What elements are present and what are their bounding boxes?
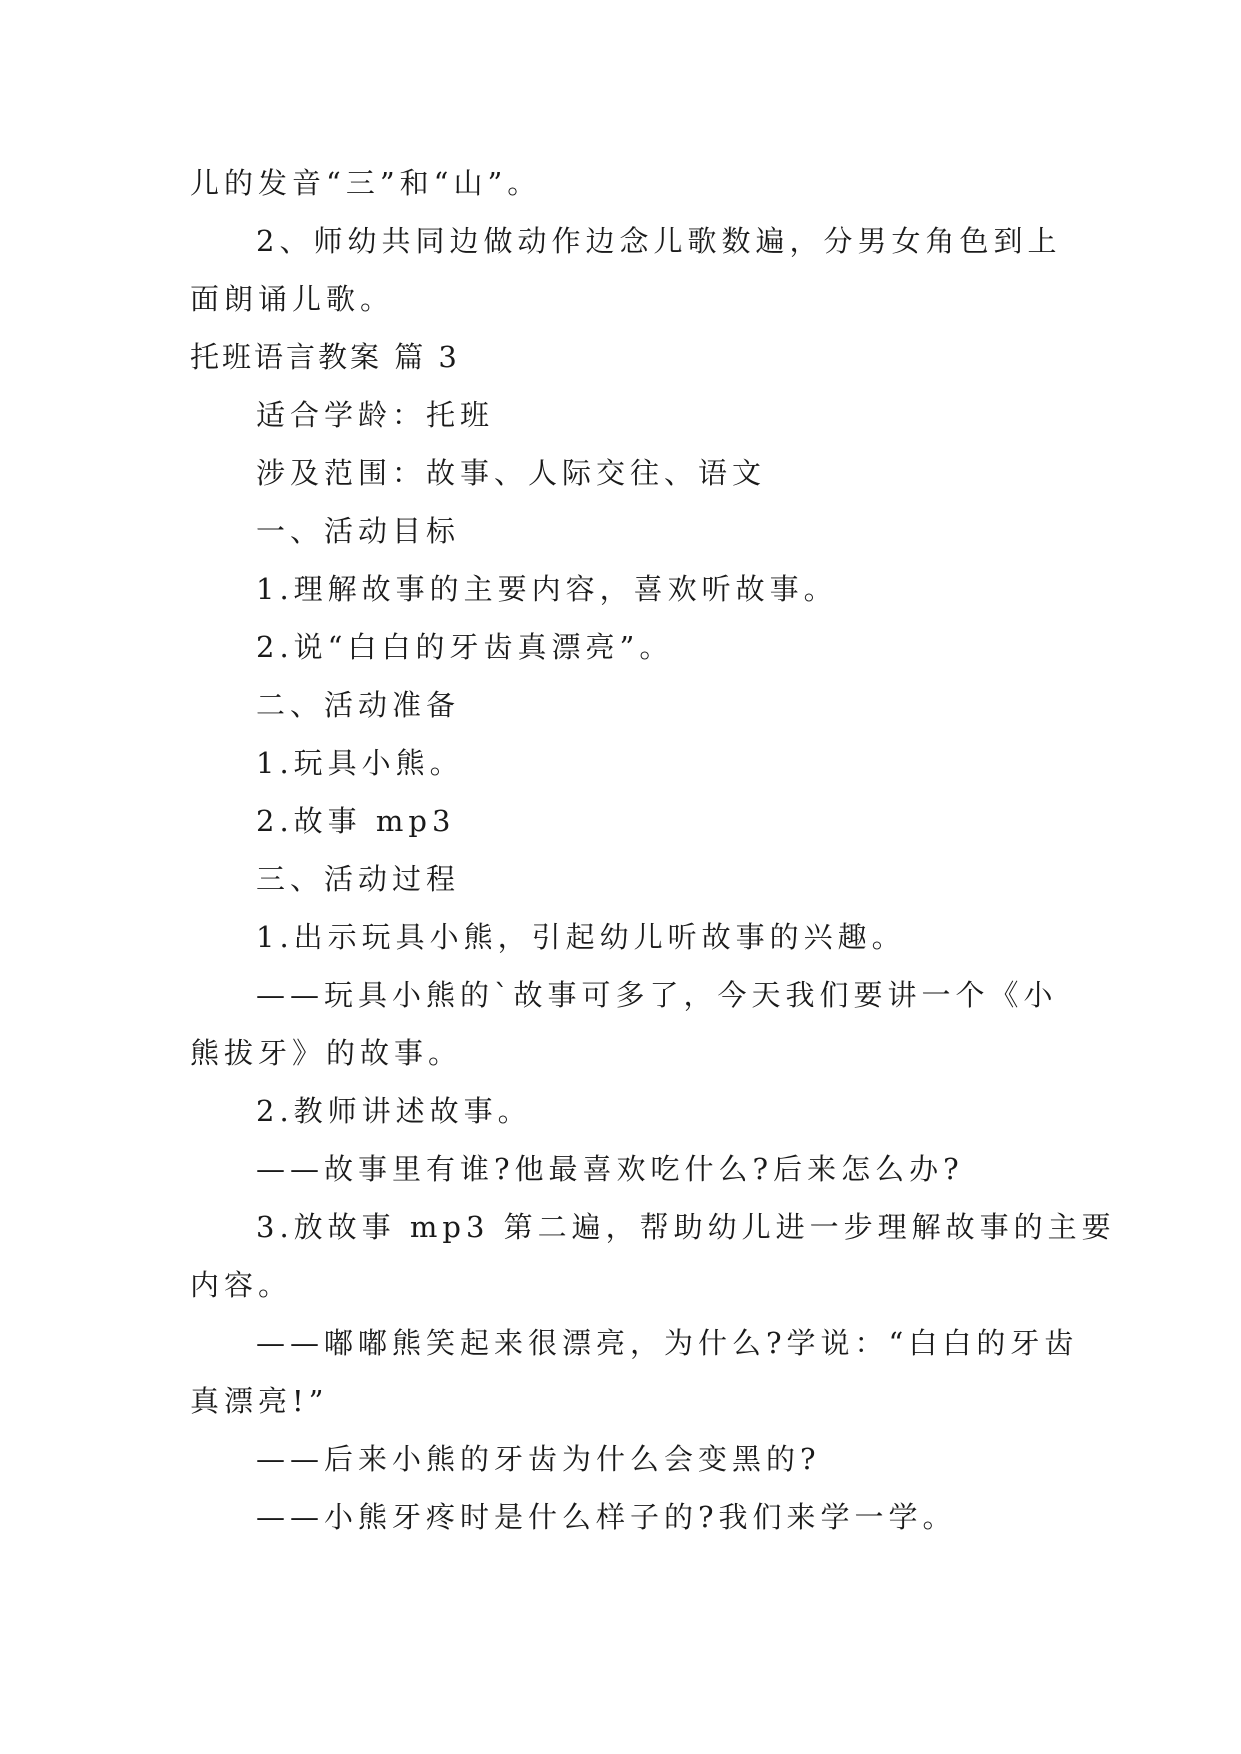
text-line: 真漂亮!” <box>190 1384 329 1418</box>
text-line: ——嘟嘟熊笑起来很漂亮，为什么?学说：“白白的牙齿 <box>256 1326 1079 1360</box>
document-page <box>190 154 1116 1546</box>
text-line: 3.放故事 mp3 第二遍，帮助幼儿进一步理解故事的主要 <box>256 1210 1116 1244</box>
text-line: 三、活动过程 <box>256 862 461 896</box>
text-line: 1.玩具小熊。 <box>256 746 464 780</box>
text-line: 儿的发音“三”和“山”。 <box>190 166 542 200</box>
text-line: 1.理解故事的主要内容，喜欢听故事。 <box>256 572 838 606</box>
text-line: 面朗诵儿歌。 <box>190 282 395 316</box>
text-line: 适合学龄：托班 <box>256 398 495 432</box>
text-line: 内容。 <box>190 1268 293 1302</box>
text-line: 1.出示玩具小熊，引起幼儿听故事的兴趣。 <box>256 920 906 954</box>
text-line: 2、师幼共同边做动作边念儿歌数遍，分男女角色到上 <box>256 224 1062 258</box>
text-line: 熊拔牙》的故事。 <box>190 1036 463 1070</box>
text-line: 2.说“白白的牙齿真漂亮”。 <box>256 630 674 664</box>
text-line: ——后来小熊的牙齿为什么会变黑的? <box>256 1442 821 1476</box>
text-line: ——玩具小熊的`故事可多了，今天我们要讲一个《小 <box>256 978 1058 1012</box>
text-line: ——小熊牙疼时是什么样子的?我们来学一学。 <box>256 1500 957 1534</box>
text-line: 涉及范围：故事、人际交往、语文 <box>256 456 767 490</box>
text-line: 2.教师讲述故事。 <box>256 1094 532 1128</box>
section-heading: 托班语言教案 篇 3 <box>190 340 460 374</box>
text-line: ——故事里有谁?他最喜欢吃什么?后来怎么办? <box>256 1152 964 1186</box>
text-line: 2.故事 mp3 <box>256 804 456 838</box>
text-line: 二、活动准备 <box>256 688 461 722</box>
text-line: 一、活动目标 <box>256 514 461 548</box>
